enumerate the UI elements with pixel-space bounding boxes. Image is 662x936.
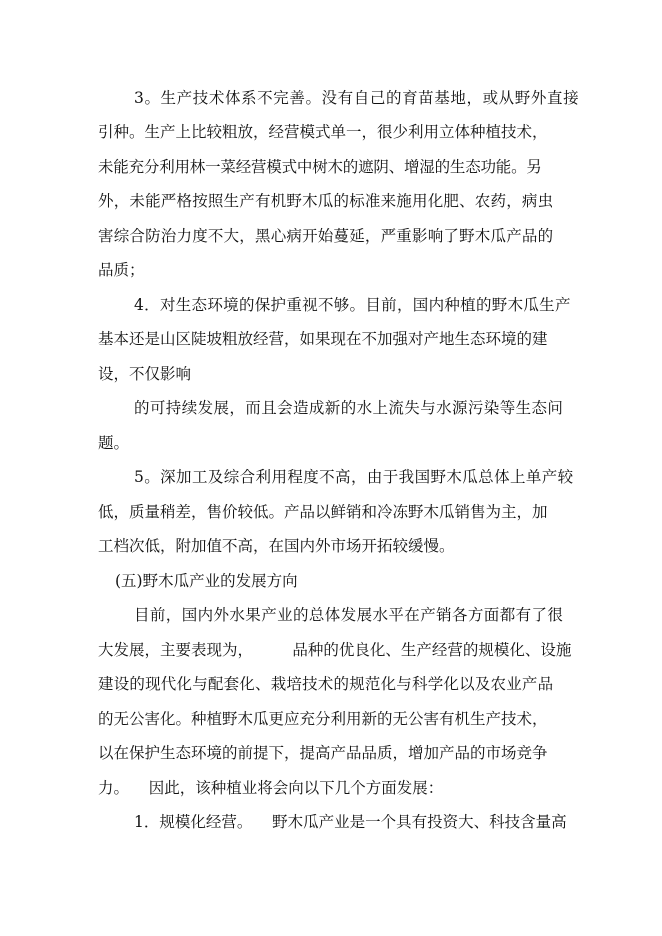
text-line-19: 的无公害化。种植野木瓜更应充分利用新的无公害有机生产技术， <box>98 710 548 728</box>
text-line-16: 目前，国内外水果产业的总体发展水平在产销各方面都有了很 <box>134 606 564 624</box>
text-line-07: 4．对生态环境的保护重视不够。目前，国内种植的野木瓜生产 <box>134 296 571 314</box>
section-heading: (五)野木瓜产业的发展方向 <box>115 572 298 590</box>
text-line-21: 力。 因此，该种植业将会向以下几个方面发展： <box>98 779 444 797</box>
text-line-08: 基本还是山区陡坡粗放经营，如果现在不加强对产地生态环境的建 <box>98 330 548 348</box>
text-line-06: 品质； <box>98 261 145 279</box>
text-line-04: 外，未能严格按照生产有机野木瓜的标准来施用化肥、农药，病虫 <box>98 192 554 210</box>
text-line-10: 的可持续发展，而且会造成新的水上流失与水源污染等生态问 <box>134 399 564 417</box>
text-line-20: 以在保护生态环境的前提下，提高产品品质，增加产品的市场竞争 <box>98 744 548 762</box>
text-line-14: 工档次低，附加值不高，在国内外市场开拓较缓慢。 <box>98 537 455 555</box>
text-line-02: 引种。生产上比较粗放，经营模式单一，很少利用立体种植技术， <box>98 123 548 141</box>
text-line-22: 1．规模化经营。 野木瓜产业是一个具有投资大、科技含量高 <box>134 813 567 831</box>
text-line-17: 大发展，主要表现为， 品种的优良化、生产经营的规模化、设施 <box>98 641 572 659</box>
text-line-12: 5。深加工及综合利用程度不高，由于我国野木瓜总体上单产较 <box>134 468 574 486</box>
text-line-09: 设，不仅影响 <box>98 365 192 383</box>
text-line-11: 题。 <box>98 434 130 452</box>
text-line-03: 未能充分利用林一菜经营模式中树木的遮阴、增湿的生态功能。另 <box>98 158 542 176</box>
text-line-13: 低，质量稍差，售价较低。产品以鲜销和冷冻野木瓜销售为主，加 <box>98 503 548 521</box>
text-line-05: 害综合防治力度不大，黑心病开始蔓延，严重影响了野木瓜产品的 <box>98 227 554 245</box>
text-line-01: 3。生产技术体系不完善。没有自己的育苗基地，或从野外直接 <box>134 89 580 107</box>
text-line-18: 建设的现代化与配套化、栽培技术的规范化与科学化以及农业产品 <box>98 675 554 693</box>
